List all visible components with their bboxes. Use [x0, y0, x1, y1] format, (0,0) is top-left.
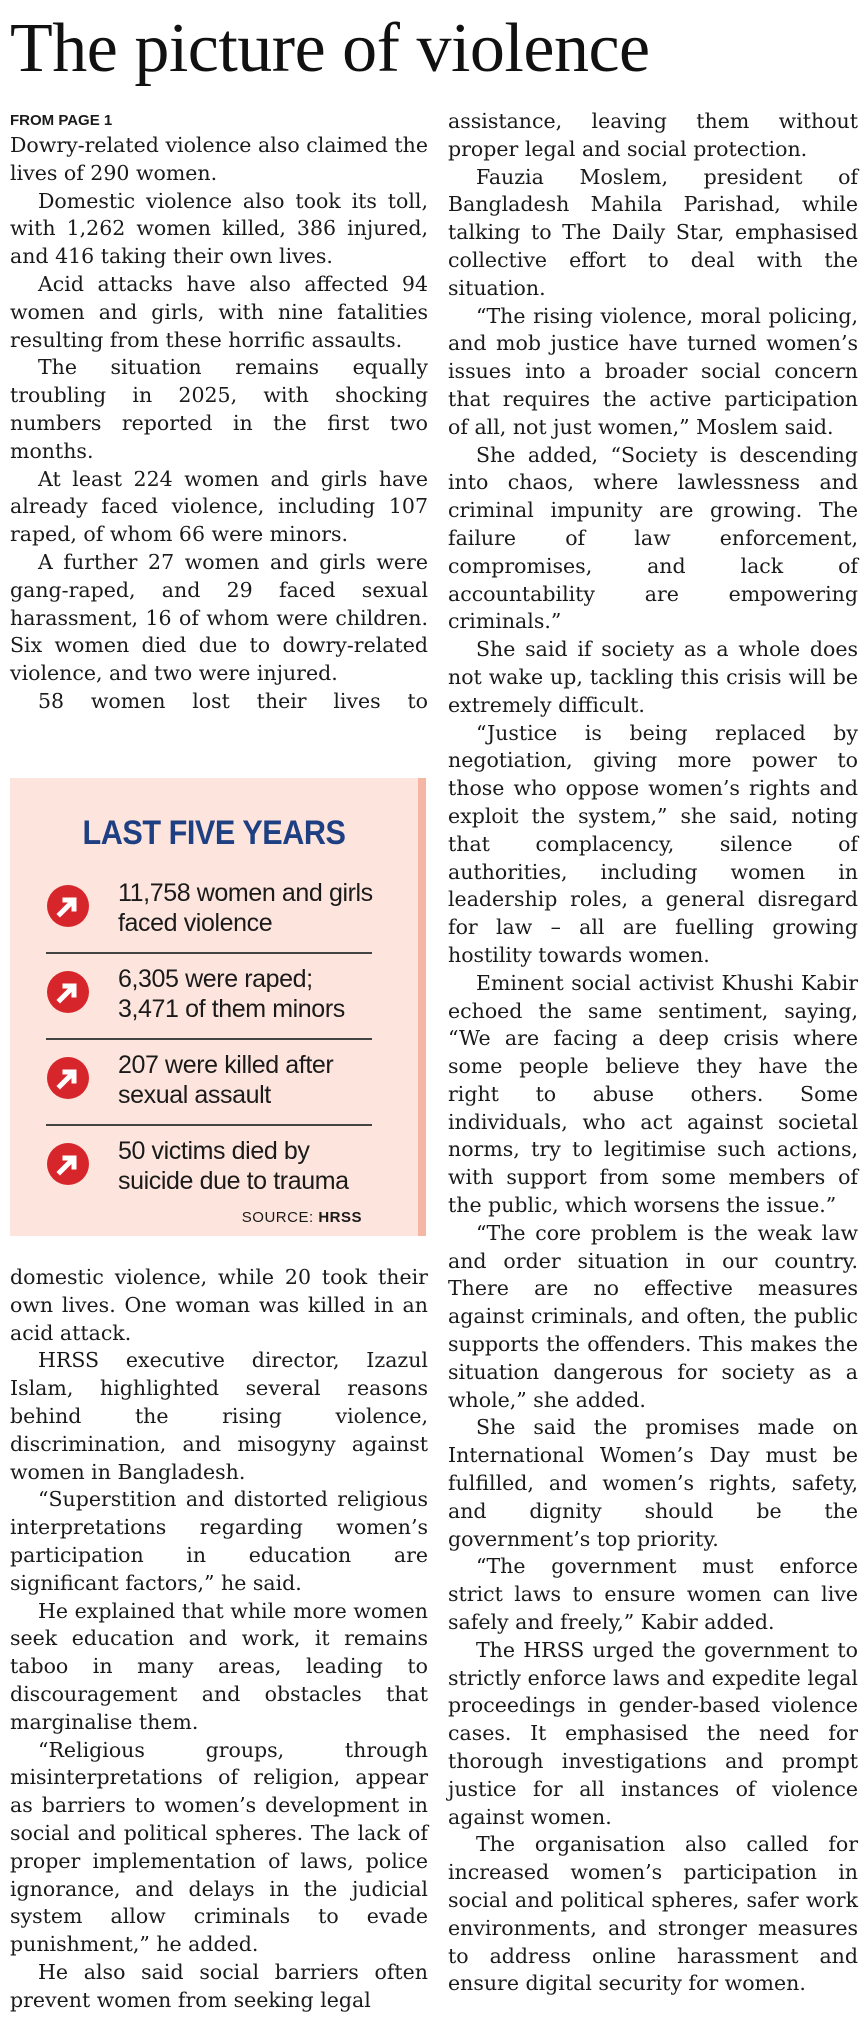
right-column [448, 108, 858, 1998]
fact-text: 50 victims died by suicide due to trauma [118, 1137, 349, 1195]
divider [46, 952, 372, 954]
paragraph: 58 women lost their lives to [38, 688, 428, 713]
paragraph: Domestic violence also took its toll, with 1,262 women killed, 386 injured, and 416 taking their own lives. [10, 188, 428, 269]
left-column-top [10, 108, 428, 716]
source-label: SOURCE: [241, 1209, 314, 1226]
paragraph: HRSS executive director, Izazul Islam, highlighted several reasons behind the rising violence, discrimination, and misogyny against women in Bangladesh. [10, 1348, 428, 1484]
fact-box [10, 778, 426, 1236]
paragraph: She added, “Society is descending into chaos, where lawlessness and criminal impunity are growing. The failure of law enforcement, compromises, and lack of accountability are empowering criminals.” [448, 442, 858, 634]
paragraph: “Superstition and distorted religious interpretations regarding women’s participation in education are significant factors,” he said. [10, 1487, 428, 1595]
paragraph: She said if society as a whole does not wake up, tackling this crisis will be extremely difficult. [448, 637, 858, 717]
arrow-up-right-icon [46, 1056, 90, 1100]
arrow-up-right-icon [46, 970, 90, 1014]
left-column-bottom [10, 1264, 428, 2015]
paragraph: At least 224 women and girls have already faced violence, including 107 raped, of whom 66 were minors. [10, 466, 428, 547]
paragraph: “Religious groups, through misinterpretations of religion, appear as barriers to women’s development in social and political spheres. The lack of proper implementation of laws, police ignorance, and delays in the judicial system allow criminals to evade punishment,” he added. [10, 1737, 428, 1957]
arrow-up-right-icon [46, 884, 90, 928]
paragraph: “The rising violence, moral policing, and mob justice have turned women’s issues into a broader social concern that requires the active participation of all, not just women,” Moslem said. [448, 303, 858, 439]
paragraph: The organisation also called for increased women’s participation in social and political spheres, safer work environments, and stronger measures to address online harassment and ensure digital security for women. [448, 1832, 858, 1996]
source-name: HRSS [318, 1209, 362, 1226]
paragraph: Acid attacks have also affected 94 women and girls, with nine fatalities resulting from these horrific assaults. [10, 271, 428, 352]
fact-text: 6,305 were raped; 3,471 of them minors [118, 965, 345, 1023]
source-credit [242, 1209, 362, 1226]
paragraph: Fauzia Moslem, president of Bangladesh Mahila Parishad, while talking to The Daily Star, emphasised collective effort to deal with the situation. [448, 164, 858, 300]
paragraph: “Justice is being replaced by negotiation, giving more power to those who oppose women’s rights and exploit the system,” she said, noting that complacency, silence of authorities, including women in leadership roles, a general disregard for law – all are fuelling growing hostility towards women. [448, 720, 858, 967]
paragraph: The situation remains equally troubling in 2025, with shocking numbers reported in the first two months. [10, 355, 428, 463]
divider [46, 1124, 372, 1126]
fact-text: 11,758 women and girls faced violence [118, 879, 373, 937]
paragraph: He also said social barriers often prevent women from seeking legal [10, 1959, 428, 2012]
paragraph: “The government must enforce strict laws to ensure women can live safely and freely,” Kabir added. [448, 1554, 858, 1635]
paragraph: Dowry-related violence also claimed the lives of 290 women. [10, 133, 428, 185]
paragraph: She said the promises made on International Women’s Day must be fulfilled, and women’s rights, safety, and dignity should be the government’s top priority. [448, 1415, 858, 1551]
paragraph: domestic violence, while 20 took their own lives. One woman was killed in an acid attack. [10, 1265, 428, 1345]
paragraph: “The core problem is the weak law and order situation in our country. There are no effective measures against criminals, and often, the public supports the offenders. This makes the situation dangerous for society as a whole,” she added. [448, 1220, 858, 1412]
paragraph: He explained that while more women seek education and work, it remains taboo in many areas, leading to discouragement and obstacles that marginalise them. [10, 1598, 428, 1734]
paragraph: A further 27 women and girls were gang-raped, and 29 faced sexual harassment, 16 of whom were children. Six women died due to dowry-related violence, and two were injured. [10, 549, 428, 686]
paragraph: Eminent social activist Khushi Kabir echoed the same sentiment, saying, “We are facing a deep crisis where some people believe they have the right to abuse others. Some individuals, who act against societal norms, try to legitimise such actions, with support from some members of the public, which worsens the issue.” [448, 970, 858, 1218]
arrow-up-right-icon [46, 1142, 90, 1186]
paragraph: assistance, leaving them without proper legal and social protection. [448, 109, 858, 161]
continuation-kicker: FROM PAGE 1 [10, 112, 113, 129]
headline: The picture of violence [10, 10, 650, 87]
divider [46, 1038, 372, 1040]
paragraph: The HRSS urged the government to strictly enforce laws and expedite legal proceedings in gender-based violence cases. It emphasised the need for thorough investigations and prompt justice for all instances of violence against women. [448, 1637, 858, 1829]
fact-box-title: LAST FIVE YEARS [82, 814, 346, 852]
fact-text: 207 were killed after sexual assault [118, 1051, 334, 1109]
